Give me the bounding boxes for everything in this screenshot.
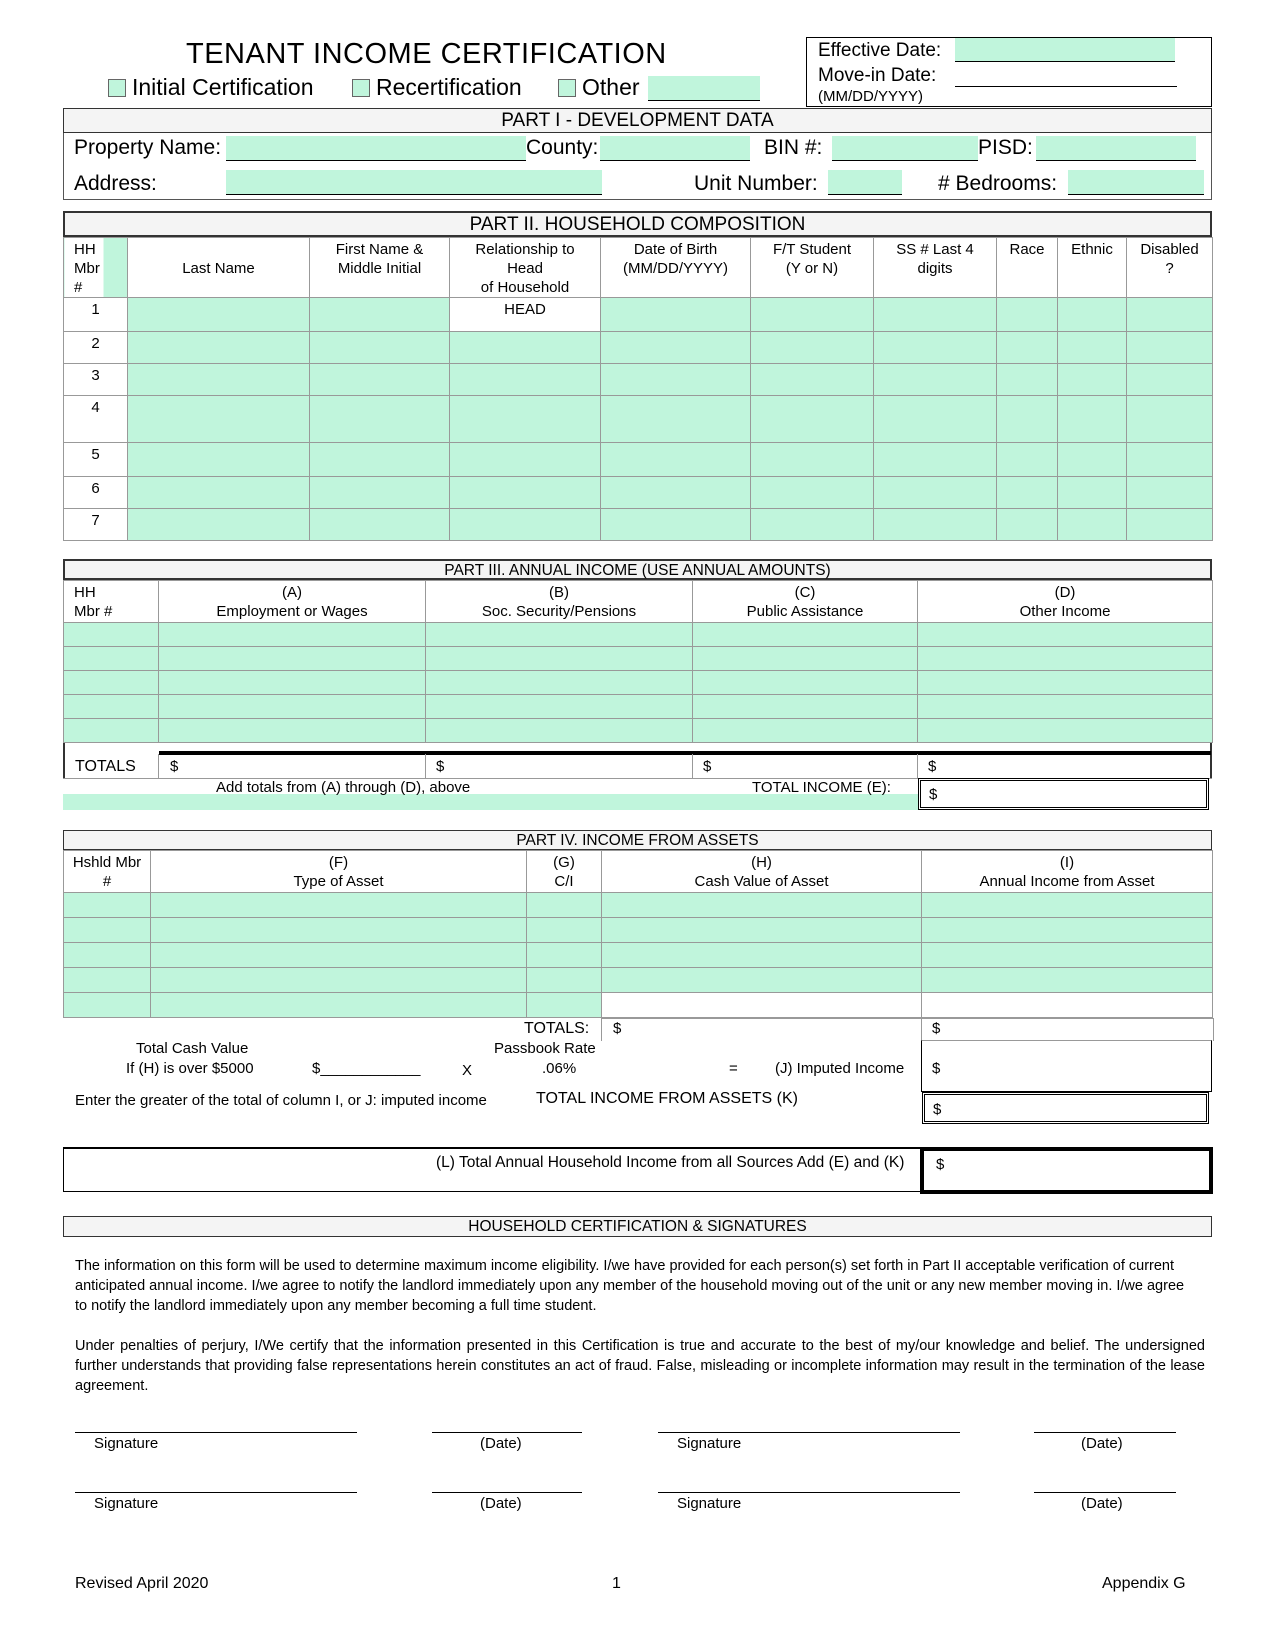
income-field[interactable]: [918, 623, 1213, 647]
bedrooms-field[interactable]: [1068, 170, 1204, 195]
member-field[interactable]: [1127, 332, 1213, 364]
income-field[interactable]: [159, 647, 426, 671]
member-field[interactable]: [601, 443, 751, 477]
totals-col-sep-3: [692, 754, 693, 778]
member-field[interactable]: [874, 298, 997, 332]
move-in-date-field[interactable]: [955, 64, 1177, 87]
member-field[interactable]: [1058, 332, 1127, 364]
member-field[interactable]: [751, 298, 874, 332]
asset-field[interactable]: [64, 968, 151, 993]
household-member-row: [64, 364, 1213, 396]
member-field[interactable]: [751, 396, 874, 443]
member-field[interactable]: [1058, 364, 1127, 396]
total-income-assets-k-field[interactable]: $: [922, 1092, 1209, 1124]
signature-label: Signature: [677, 1495, 742, 1512]
member-number: 6: [64, 477, 128, 509]
income-field[interactable]: [918, 695, 1213, 719]
signature-line[interactable]: [75, 1492, 357, 1493]
col-other-income: (D) Other Income: [918, 581, 1213, 623]
col-employment-wages: (A) Employment or Wages: [159, 581, 426, 623]
asset-field[interactable]: [922, 993, 1213, 1018]
unit-number-label: Unit Number:: [694, 172, 818, 195]
member-field[interactable]: [450, 443, 601, 477]
income-field[interactable]: [64, 719, 159, 743]
col-hh-mbr: HH Mbr #: [64, 581, 159, 623]
member-field[interactable]: [874, 477, 997, 509]
member-field[interactable]: [128, 443, 310, 477]
member-field[interactable]: [310, 477, 450, 509]
income-field[interactable]: [693, 647, 918, 671]
part2-title: PART II. HOUSEHOLD COMPOSITION: [63, 211, 1212, 237]
income-field[interactable]: [159, 695, 426, 719]
asset-field[interactable]: [922, 968, 1213, 993]
total-l-field[interactable]: $: [920, 1147, 1213, 1194]
date-label: (Date): [1081, 1435, 1123, 1452]
asset-field[interactable]: [602, 943, 922, 968]
part1-title: PART I - DEVELOPMENT DATA: [63, 108, 1212, 133]
income-field[interactable]: [159, 671, 426, 695]
asset-row: [64, 968, 1213, 993]
asset-field[interactable]: [922, 918, 1213, 943]
total-d-field[interactable]: $: [928, 758, 937, 775]
asset-row: [64, 993, 1213, 1018]
add-totals-strip: [63, 794, 918, 810]
member-field[interactable]: [1127, 298, 1213, 332]
asset-row: [64, 943, 1213, 968]
member-field[interactable]: [450, 364, 601, 396]
col-date-of-birth: Date of Birth (MM/DD/YYYY): [601, 238, 751, 298]
member-field[interactable]: [751, 477, 874, 509]
income-field[interactable]: [64, 623, 159, 647]
total-income-e-label: TOTAL INCOME (E):: [752, 779, 891, 796]
date-line[interactable]: [432, 1432, 582, 1433]
asset-field[interactable]: [527, 943, 602, 968]
member-field[interactable]: [128, 477, 310, 509]
asset-field[interactable]: [922, 893, 1213, 918]
assets-total-h-field[interactable]: [601, 1018, 922, 1041]
asset-field[interactable]: [602, 893, 922, 918]
member-field[interactable]: [997, 477, 1058, 509]
imputed-income-currency: $: [932, 1060, 941, 1077]
county-field[interactable]: [600, 136, 750, 161]
household-member-row: [64, 509, 1213, 541]
assets-total-h-currency: $: [613, 1020, 622, 1037]
member-field[interactable]: [601, 477, 751, 509]
income-field[interactable]: [426, 647, 693, 671]
col-type-of-asset: (F) Type of Asset: [151, 851, 527, 893]
passbook-rate-value: .06%: [542, 1060, 577, 1077]
member-field[interactable]: [997, 332, 1058, 364]
asset-field[interactable]: [64, 918, 151, 943]
member-field[interactable]: [310, 364, 450, 396]
passbook-rate-label: Passbook Rate: [494, 1040, 596, 1057]
col-annual-income-asset: (I) Annual Income from Asset: [922, 851, 1213, 893]
signature-line[interactable]: [658, 1492, 960, 1493]
member-field[interactable]: [128, 509, 310, 541]
bin-field[interactable]: [832, 136, 978, 161]
member-field[interactable]: [601, 298, 751, 332]
asset-field[interactable]: [151, 893, 527, 918]
date-line[interactable]: [1034, 1492, 1176, 1493]
member-field[interactable]: [128, 298, 310, 332]
member-field[interactable]: [1058, 396, 1127, 443]
income-field[interactable]: [426, 695, 693, 719]
asset-field[interactable]: [151, 968, 527, 993]
income-from-assets-table: [63, 850, 1213, 1018]
member-field[interactable]: [128, 396, 310, 443]
member-number: 3: [64, 364, 128, 396]
col-first-name: First Name & Middle Initial: [310, 238, 450, 298]
col-relationship: Relationship to Head of Household: [450, 238, 601, 298]
date-line[interactable]: [1034, 1432, 1176, 1433]
household-member-row: [64, 298, 1213, 332]
other-field[interactable]: [648, 76, 760, 101]
greater-of-text: Enter the greater of the total of column I, or J: imputed income: [75, 1092, 487, 1109]
total-c-field[interactable]: $: [703, 758, 712, 775]
property-name-field[interactable]: [226, 136, 526, 161]
asset-field[interactable]: [151, 993, 527, 1018]
member-field[interactable]: [997, 509, 1058, 541]
col-ethnic: Ethnic: [1058, 238, 1127, 298]
option-recertification[interactable]: Recertification: [352, 74, 522, 101]
totals-label: TOTALS: [75, 758, 136, 775]
asset-field[interactable]: [602, 918, 922, 943]
member-field[interactable]: [874, 443, 997, 477]
totals-col-sep-4: [917, 754, 918, 778]
member-field[interactable]: [997, 364, 1058, 396]
col-last-name: Last Name: [128, 238, 310, 298]
asset-field[interactable]: [527, 893, 602, 918]
member-field[interactable]: [310, 298, 450, 332]
household-member-row: [64, 332, 1213, 364]
effective-date-field[interactable]: [955, 38, 1175, 62]
signature-line[interactable]: [75, 1432, 357, 1433]
part3-title: PART III. ANNUAL INCOME (USE ANNUAL AMOUNTS): [63, 559, 1212, 580]
member-field[interactable]: [751, 364, 874, 396]
totals-divider: [159, 751, 1211, 755]
member-field[interactable]: [1058, 298, 1127, 332]
member-field[interactable]: [751, 443, 874, 477]
member-field[interactable]: [450, 509, 601, 541]
member-field[interactable]: [310, 509, 450, 541]
member-field[interactable]: [997, 298, 1058, 332]
date-label: (Date): [480, 1495, 522, 1512]
income-field[interactable]: [64, 695, 159, 719]
add-totals-text: Add totals from (A) through (D), above: [216, 779, 471, 796]
date-line[interactable]: [432, 1492, 582, 1493]
asset-field[interactable]: [151, 918, 527, 943]
unit-number-field[interactable]: [828, 170, 902, 195]
member-field[interactable]: [1058, 443, 1127, 477]
col-soc-security: (B) Soc. Security/Pensions: [426, 581, 693, 623]
signature-label: Signature: [94, 1495, 159, 1512]
assets-totals-label: TOTALS:: [524, 1020, 590, 1037]
col-public-assistance: (C) Public Assistance: [693, 581, 918, 623]
member-field[interactable]: [874, 396, 997, 443]
asset-field[interactable]: [64, 943, 151, 968]
income-field[interactable]: [918, 647, 1213, 671]
member-field[interactable]: [601, 509, 751, 541]
footer-appendix: Appendix G: [1102, 1575, 1186, 1592]
form-title: TENANT INCOME CERTIFICATION: [186, 38, 667, 70]
income-field[interactable]: [426, 719, 693, 743]
total-a-field[interactable]: $: [170, 758, 179, 775]
col-disabled: Disabled ?: [1127, 238, 1213, 298]
member-field[interactable]: [751, 332, 874, 364]
total-income-e-field[interactable]: $: [918, 778, 1209, 810]
assets-total-i-field[interactable]: [921, 1018, 1214, 1041]
other-checkbox[interactable]: [558, 79, 576, 97]
income-field[interactable]: [159, 719, 426, 743]
income-field[interactable]: [426, 623, 693, 647]
assets-total-i-currency: $: [932, 1020, 941, 1037]
member-field[interactable]: [751, 509, 874, 541]
footer-revised: Revised April 2020: [75, 1575, 209, 1592]
household-member-row: [64, 443, 1213, 477]
asset-field[interactable]: [64, 993, 151, 1018]
member-field[interactable]: [1127, 364, 1213, 396]
member-field[interactable]: [601, 396, 751, 443]
member-field[interactable]: [310, 332, 450, 364]
bin-label: BIN #:: [764, 136, 823, 159]
total-income-assets-label: TOTAL INCOME FROM ASSETS (K): [536, 1090, 798, 1107]
date-format-hint: (MM/DD/YYYY): [818, 88, 923, 105]
member-field[interactable]: [1058, 509, 1127, 541]
member-field[interactable]: [601, 332, 751, 364]
head-label: HEAD: [450, 298, 601, 332]
member-number: 2: [64, 332, 128, 364]
address-label: Address:: [74, 172, 157, 195]
income-row: [64, 647, 1213, 671]
asset-row: [64, 893, 1213, 918]
recertification-checkbox[interactable]: [352, 79, 370, 97]
property-name-label: Property Name:: [74, 136, 222, 159]
asset-field[interactable]: [602, 968, 922, 993]
initial-certification-checkbox[interactable]: [108, 79, 126, 97]
address-field[interactable]: [226, 170, 602, 195]
household-member-row: [64, 396, 1213, 443]
certification-paragraph-2: Under penalties of perjury, I/We certify that the information presented in this Certification is true and accurate to the best of my/our knowledge and belief. The undersigned further understands that providing false representations herein constitutes an act of fraud. False, misleading or incomplete information may result in the termination of the lease agreement.: [75, 1338, 1205, 1394]
footer-page-number: 1: [612, 1575, 621, 1592]
member-field[interactable]: [450, 396, 601, 443]
col-ss-last4: SS # Last 4 digits: [874, 238, 997, 298]
date-label: (Date): [1081, 1495, 1123, 1512]
date-label: (Date): [480, 1435, 522, 1452]
col-ft-student: F/T Student (Y or N): [751, 238, 874, 298]
member-field[interactable]: [874, 364, 997, 396]
member-field[interactable]: [450, 477, 601, 509]
income-field[interactable]: [693, 695, 918, 719]
pisd-field[interactable]: [1036, 136, 1196, 161]
income-field[interactable]: [918, 719, 1213, 743]
asset-field[interactable]: [151, 943, 527, 968]
income-field[interactable]: [918, 671, 1213, 695]
member-field[interactable]: [874, 332, 997, 364]
asset-field[interactable]: [922, 943, 1213, 968]
income-field[interactable]: [64, 671, 159, 695]
asset-field[interactable]: [527, 993, 602, 1018]
member-field[interactable]: [1127, 396, 1213, 443]
total-l-label: (L) Total Annual Household Income from all Sources Add (E) and (K): [436, 1154, 905, 1171]
move-in-date-label: Move-in Date:: [818, 65, 937, 86]
member-number: 1: [64, 298, 128, 332]
imputed-income-label: (J) Imputed Income: [775, 1060, 905, 1077]
member-field[interactable]: [1058, 477, 1127, 509]
member-number: 5: [64, 443, 128, 477]
totals-col-sep-1: [158, 754, 159, 778]
member-number: 7: [64, 509, 128, 541]
col-ci: (G) C/I: [527, 851, 602, 893]
total-cash-value-label: Total Cash Value: [136, 1040, 249, 1057]
pisd-label: PISD:: [978, 136, 1033, 159]
income-field[interactable]: [693, 671, 918, 695]
signature-label: Signature: [677, 1435, 742, 1452]
col-hshld-mbr: Hshld Mbr #: [64, 851, 151, 893]
income-field[interactable]: [426, 671, 693, 695]
asset-field[interactable]: [64, 893, 151, 918]
col-hh-mbr: HH Mbr #: [64, 238, 128, 298]
member-field[interactable]: [128, 332, 310, 364]
col-cash-value: (H) Cash Value of Asset: [602, 851, 922, 893]
income-field[interactable]: [693, 623, 918, 647]
effective-date-label: Effective Date:: [818, 40, 942, 61]
income-field[interactable]: [693, 719, 918, 743]
member-number: 4: [64, 396, 128, 443]
member-field[interactable]: [310, 396, 450, 443]
member-field[interactable]: [310, 443, 450, 477]
household-member-row: [64, 477, 1213, 509]
option-initial-certification[interactable]: Initial Certification: [108, 74, 314, 101]
income-field[interactable]: [159, 623, 426, 647]
certification-title: HOUSEHOLD CERTIFICATION & SIGNATURES: [63, 1216, 1212, 1237]
income-row: [64, 623, 1213, 647]
asset-row: [64, 918, 1213, 943]
member-field[interactable]: [997, 396, 1058, 443]
asset-field[interactable]: [602, 993, 922, 1018]
household-composition-table: [63, 237, 1213, 541]
income-row: [64, 671, 1213, 695]
asset-field[interactable]: [527, 968, 602, 993]
total-b-field[interactable]: $: [436, 758, 445, 775]
county-label: County:: [526, 136, 599, 159]
cash-value-blank[interactable]: $____________: [312, 1060, 421, 1077]
equals-sign: =: [729, 1060, 738, 1077]
member-field[interactable]: [1127, 509, 1213, 541]
asset-field[interactable]: [527, 918, 602, 943]
signature-label: Signature: [94, 1435, 159, 1452]
member-field[interactable]: [128, 364, 310, 396]
certification-paragraph-1: The information on this form will be used to determine maximum income eligibility. I/we have provided for each person(s) set forth in Part II acceptable verification of current anticipated annual income. I/we agree to notify the landlord immediately upon any member of the household moving out of the unit or any new member moving in. I/we agree to notify the landlord immediately upon any member becoming a full time student.: [75, 1258, 1185, 1314]
imputed-income-field[interactable]: [921, 1040, 1212, 1092]
member-field[interactable]: [450, 332, 601, 364]
member-field[interactable]: [997, 443, 1058, 477]
income-row: [64, 719, 1213, 743]
if-over-label: If (H) is over $5000: [126, 1060, 254, 1077]
option-other[interactable]: Other: [558, 74, 640, 101]
member-field[interactable]: [601, 364, 751, 396]
annual-income-table: [63, 580, 1213, 743]
part4-title: PART IV. INCOME FROM ASSETS: [63, 830, 1212, 850]
member-field[interactable]: [874, 509, 997, 541]
times-sign: X: [462, 1062, 473, 1079]
col-race: Race: [997, 238, 1058, 298]
member-field[interactable]: [1127, 477, 1213, 509]
income-field[interactable]: [64, 647, 159, 671]
totals-col-sep-2: [425, 754, 426, 778]
member-field[interactable]: [1127, 443, 1213, 477]
signature-line[interactable]: [658, 1432, 960, 1433]
income-row: [64, 695, 1213, 719]
bedrooms-label: # Bedrooms:: [938, 172, 1058, 195]
